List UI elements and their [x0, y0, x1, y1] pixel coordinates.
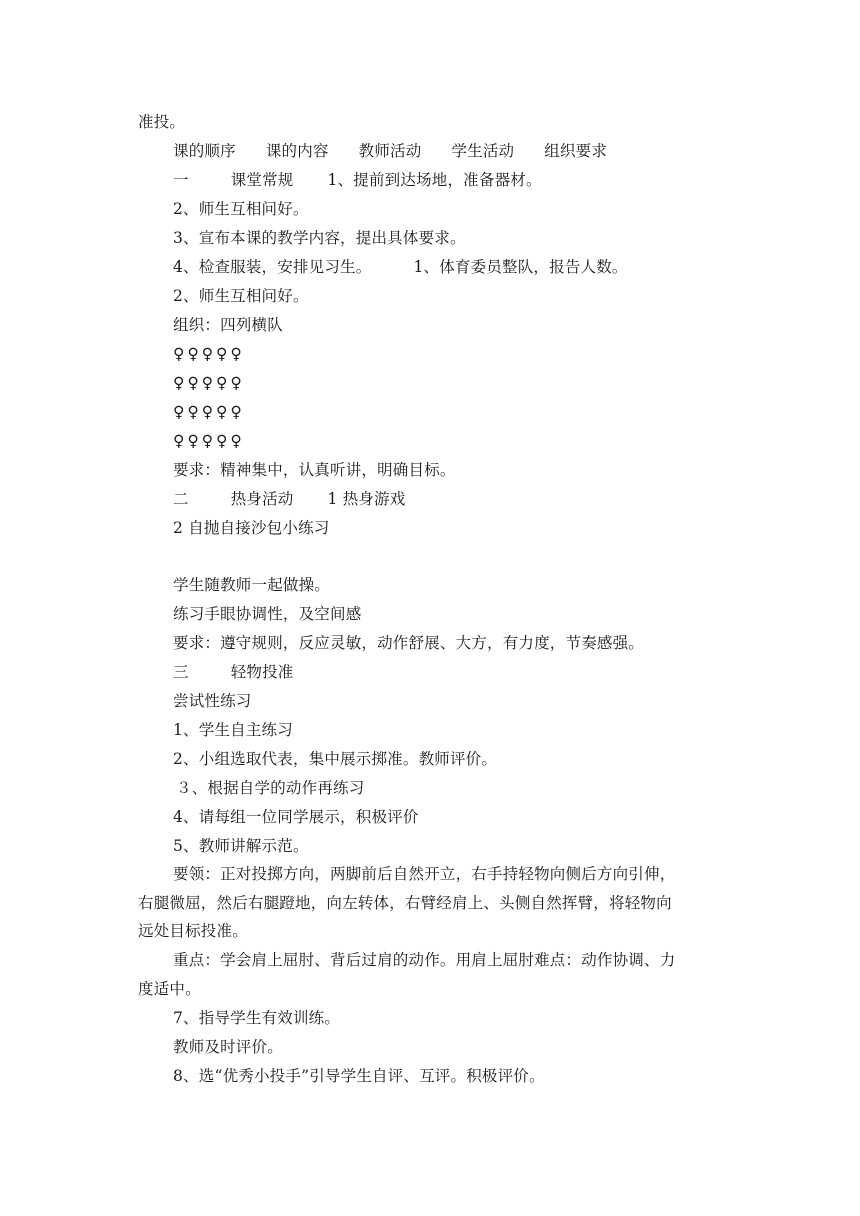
text-line: 远处目标投准。 [138, 922, 248, 940]
section-text: 1 热身游戏 [327, 490, 406, 508]
formation-row: ♀♀♀♀♀ [173, 403, 245, 421]
text-line: 7、指导学生有效训练。 [173, 1009, 341, 1027]
header-lesson-order: 课的顺序 [173, 142, 236, 160]
section-three-line [173, 661, 773, 683]
section-title: 课堂常规 [230, 171, 294, 189]
text-line: 5、教师讲解示范。 [173, 837, 309, 855]
text-line: 要求：精神集中，认真听讲，明确目标。 [173, 461, 456, 479]
text-line [173, 256, 773, 278]
section-title: 轻物投准 [230, 663, 294, 681]
section-number: 一 [173, 171, 189, 189]
section-two-line [173, 488, 773, 510]
formation-row: ♀♀♀♀♀ [173, 345, 245, 363]
formation-row: ♀♀♀♀♀ [173, 374, 245, 392]
header-organization: 组织要求 [544, 142, 608, 160]
student-activity-text: 1、体育委员整队，报告人数。 [413, 258, 628, 276]
header-student-activity: 学生活动 [451, 142, 515, 160]
text-line: 1、学生自主练习 [173, 721, 293, 739]
text-line: 2、师生互相问好。 [173, 287, 309, 305]
text-line: 组织：四列横队 [173, 316, 283, 334]
section-number: 二 [173, 490, 189, 508]
text-line: 2、师生互相问好。 [173, 200, 309, 218]
section-one-line [173, 169, 773, 191]
header-lesson-content: 课的内容 [265, 142, 329, 160]
text-line: 右腿微屈，然后右腿蹬地，向左转体，右臂经肩上、头侧自然挥臂，将轻物向 [138, 894, 672, 912]
table-header-line [173, 140, 773, 162]
teacher-activity-text: 4、检查服装，安排见习生。 [173, 258, 372, 276]
text-line: 尝试性练习 [173, 692, 252, 710]
text-line: 度适中。 [138, 980, 201, 998]
text-line: 要领：正对投掷方向，两脚前后自然开立，右手持轻物向侧后方向引伸， [173, 865, 676, 883]
section-text: 1、提前到达场地，准备器材。 [327, 171, 542, 189]
text-line: 2 自抛自接沙包小练习 [173, 519, 330, 537]
text-line: 要求：遵守规则，反应灵敏，动作舒展、大方，有力度，节奏感强。 [173, 634, 645, 652]
text-line: 学生随教师一起做操。 [173, 576, 331, 594]
text-line: 教师及时评价。 [173, 1038, 283, 1056]
text-line: 3、宣布本课的教学内容，提出具体要求。 [173, 229, 466, 247]
header-teacher-activity: 教师活动 [358, 142, 422, 160]
text-line: 4、请每组一位同学展示，积极评价 [173, 808, 419, 826]
text-line: 2、小组选取代表，集中展示掷准。教师评价。 [173, 750, 498, 768]
section-number: 三 [173, 663, 189, 681]
text-line: 练习手眼协调性，及空间感 [173, 605, 362, 623]
text-line: ３、根据自学的动作再练习 [176, 779, 365, 797]
section-title: 热身活动 [230, 490, 294, 508]
text-line: 8、选“优秀小投手”引导学生自评、互评。积极评价。 [173, 1067, 545, 1085]
text-line: 准投。 [138, 113, 186, 131]
text-line: 重点：学会肩上屈肘、背后过肩的动作。用肩上屈肘难点：动作协调、力 [173, 951, 676, 969]
formation-row: ♀♀♀♀♀ [173, 432, 245, 450]
